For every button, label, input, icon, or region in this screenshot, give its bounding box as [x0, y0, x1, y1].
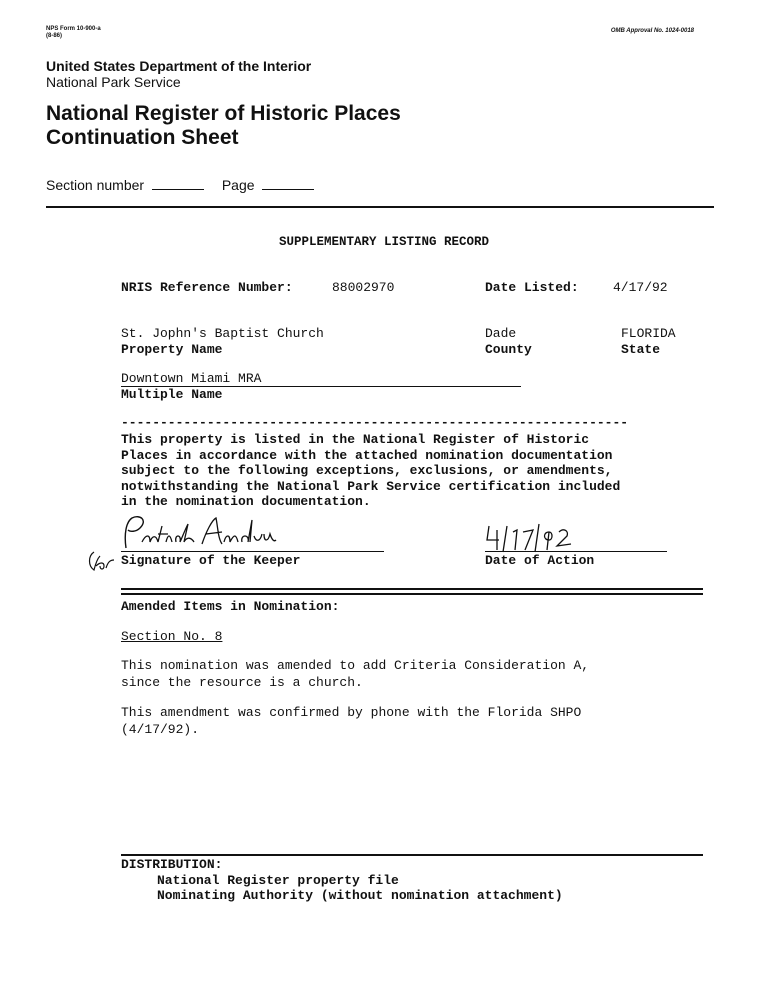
distribution-item: Nominating Authority (without nomination attachment) — [157, 888, 563, 903]
dashed-separator: ----------------------------------------------------------------- — [121, 415, 629, 430]
statement-line: Places in accordance with the attached nomination documentation — [121, 447, 613, 463]
distribution-rule — [121, 854, 703, 856]
signature-label: Signature of the Keeper — [121, 553, 301, 568]
property-name-label: Property Name — [121, 342, 223, 357]
multiple-name-value: Downtown Miami MRA — [121, 371, 262, 386]
amendment-line: This nomination was amended to add Criteria Consideration A, — [121, 658, 590, 673]
property-name-value: St. Jophn's Baptist Church — [121, 326, 324, 341]
amendment-line: since the resource is a church. — [121, 674, 363, 690]
form-date-text: (8-86) — [46, 33, 63, 39]
date-line — [485, 551, 667, 552]
county-label: County — [485, 342, 532, 357]
margin-note-scribble — [86, 548, 118, 578]
listing-statement — [121, 432, 620, 510]
distribution-item: National Register property file — [157, 873, 399, 888]
margin-note — [86, 548, 118, 583]
date-listed-label: Date Listed: — [485, 280, 579, 295]
section-number-blank — [152, 177, 204, 190]
header-rule — [46, 206, 714, 208]
statement-line: subject to the following exceptions, exclusions, or amendments, — [121, 463, 613, 478]
county-value: Dade — [485, 326, 517, 341]
multiple-name-label: Multiple Name — [121, 387, 223, 402]
double-rule-1 — [121, 588, 703, 590]
double-rule-2 — [121, 593, 703, 595]
state-value: FLORIDA — [621, 326, 676, 341]
department-name: United States Department of the Interior — [46, 58, 312, 74]
amendment-paragraph-1 — [121, 658, 589, 691]
nris-value: 88002970 — [332, 280, 395, 295]
handwritten-date-scribble — [483, 520, 593, 554]
form-number-text: NPS Form 10-900-a — [46, 26, 101, 32]
omb-approval: OMB Approval No. 1024-0018 — [610, 28, 694, 34]
statement-line: notwithstanding the National Park Service certification included — [121, 478, 621, 494]
record-heading: SUPPLEMENTARY LISTING RECORD — [278, 235, 490, 249]
date-of-action-label: Date of Action — [485, 553, 595, 568]
form-number — [46, 26, 101, 40]
page-blank — [262, 177, 314, 190]
signature-scribble — [118, 512, 278, 554]
amendment-line: This amendment was confirmed by phone with the Florida SHPO — [121, 705, 582, 720]
nris-label: NRIS Reference Number: — [121, 280, 293, 295]
page-label: Page — [221, 177, 255, 193]
amendment-paragraph-2 — [121, 705, 581, 738]
section-page-row — [46, 177, 314, 193]
section-number: Section No. 8 — [121, 629, 223, 644]
statement-line: in the nomination documentation. — [121, 494, 371, 509]
agency-name: National Park Service — [46, 74, 181, 90]
distribution-heading: DISTRIBUTION: — [121, 857, 223, 872]
form-title-line2: Continuation Sheet — [46, 126, 239, 149]
amended-items-heading: Amended Items in Nomination: — [121, 599, 340, 614]
state-label: State — [621, 342, 661, 357]
date-listed-value: 4/17/92 — [613, 280, 668, 295]
amendment-line: (4/17/92). — [121, 721, 200, 737]
form-title-line1: National Register of Historic Places — [46, 102, 401, 125]
signature-line — [121, 551, 384, 552]
section-number-label: Section number — [46, 177, 145, 193]
statement-line: This property is listed in the National Register of Historic — [121, 432, 590, 447]
